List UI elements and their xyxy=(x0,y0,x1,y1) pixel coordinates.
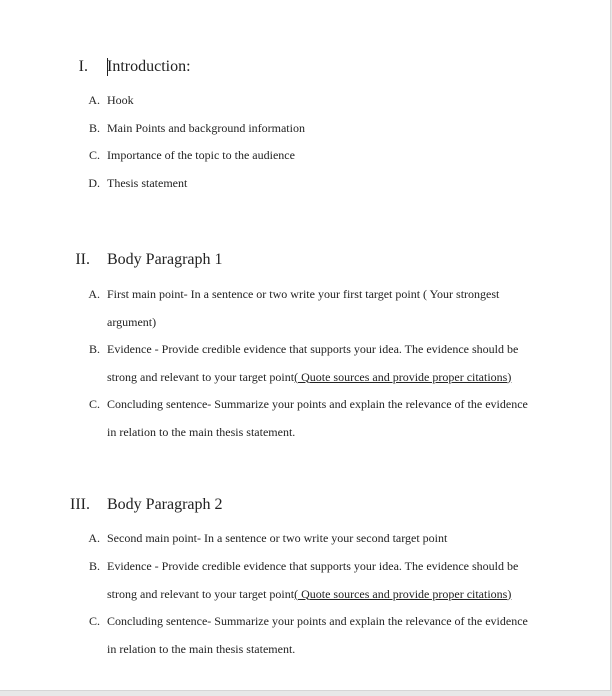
item-letter: B. xyxy=(88,559,100,573)
section-heading[interactable]: Body Paragraph 1 xyxy=(107,251,223,268)
item-text: Concluding sentence- Summarize your points and explain the relevance of the evidence in relation to the main thesis statement. xyxy=(107,614,528,656)
item-letter: D. xyxy=(88,176,100,190)
section-heading[interactable]: Introduction: xyxy=(107,58,191,75)
item-text: Importance of the topic to the audience xyxy=(107,148,295,162)
item-text-body: Evidence - Provide credible evidence that supports your idea. The evidence should be strong and relevant to your target point xyxy=(107,342,519,384)
item-letter: B. xyxy=(88,342,100,356)
item-text xyxy=(107,553,537,608)
citation-note: ( Quote sources and provide proper citations) xyxy=(294,586,512,601)
item-letter: A. xyxy=(88,93,100,107)
item-text: Second main point- In a sentence or two write your second target point xyxy=(107,531,448,545)
item-letter: A. xyxy=(88,287,100,301)
item-text: Hook xyxy=(107,93,134,107)
item-letter: A. xyxy=(88,531,100,545)
item-text-body: Evidence - Provide credible evidence that supports your idea. The evidence should be strong and relevant to your target point xyxy=(107,559,519,601)
item-text xyxy=(107,336,537,391)
item-text: Main Points and background information xyxy=(107,121,305,135)
section-numeral: III. xyxy=(70,496,90,513)
item-letter: C. xyxy=(88,614,100,628)
section-heading[interactable]: Body Paragraph 2 xyxy=(107,496,223,513)
section-numeral: I. xyxy=(78,58,88,75)
item-letter: B. xyxy=(88,121,100,135)
item-text: Thesis statement xyxy=(107,176,188,190)
citation-note: ( Quote sources and provide proper citations) xyxy=(294,369,512,384)
item-letter: C. xyxy=(88,397,100,411)
item-text: First main point- In a sentence or two write your first target point ( Your strongest argument) xyxy=(107,287,500,329)
section-numeral: II. xyxy=(75,251,90,268)
item-text: Concluding sentence- Summarize your points and explain the relevance of the evidence in relation to the main thesis statement. xyxy=(107,397,528,439)
item-letter: C. xyxy=(88,148,100,162)
